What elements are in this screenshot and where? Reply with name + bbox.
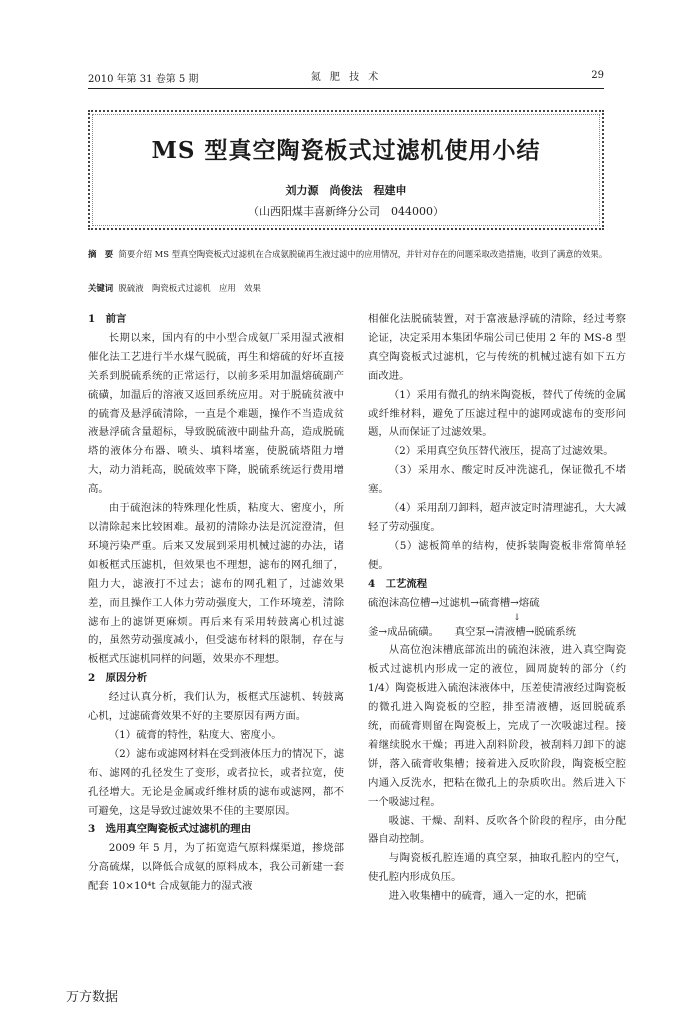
keywords — [88, 282, 616, 294]
header-rule — [88, 88, 604, 89]
keywords-label: 关键词 — [88, 283, 114, 293]
abstract-text: 简要介绍 MS 型真空陶瓷板式过滤机在合成氨脱硫再生液过滤中的应用情况，并针对存在的问题采取改造措施，收到了满意的效果。 — [118, 249, 608, 259]
running-header — [88, 66, 604, 86]
paragraph: （4）采用刮刀卸料，超声波定时清理滤孔，大大减轻了劳动强度。 — [368, 502, 626, 533]
keywords-text: 脱硫液 陶瓷板式过滤机 应用 效果 — [118, 283, 261, 293]
flow-arrow: ↓ — [513, 612, 521, 623]
right-column-part-b — [368, 641, 626, 906]
left-column — [88, 310, 344, 896]
paragraph: 由于硫泡沫的特殊理化性质，粘度大、密度小，所以清除起来比较困难。最初的清除办法是沉淀澄清，但环境污染严重。后来又发展到采用机械过滤的办法，诸如板框式压滤机，但效果也不理想，滤布的网孔细了，阻力大，滤液打不过去；滤布的网孔粗了，过滤效果差，而且操作工人体力劳动强度大，工作环境差，清除滤布上的滤饼更麻烦。再后来有采用转鼓离心机过滤的，虽然劳动强度减小，但受滤布材料的限制，存在与板框式压滤机同样的问题，效果亦不理想。 — [88, 502, 344, 666]
abstract-label: 摘 要 — [88, 249, 114, 259]
paragraph: 相催化法脱硫装置，对于富液悬浮硫的清除，经过考察论证，决定采用本集团华瑞公司已使用 2 年的 MS-8 型真空陶瓷板式过滤机，它与传统的机械过滤有如下五方面改进。 — [368, 313, 626, 382]
flow-line-1: 硫泡沫高位槽→过滤机→硫膏槽→熔硫 — [368, 596, 540, 609]
affiliation: （山西阳煤丰喜新绛分公司 044000） — [248, 205, 444, 218]
section-heading: 4 工艺流程 — [368, 577, 428, 590]
section-heading: 2 原因分析 — [88, 672, 148, 685]
paragraph: 2009 年 5 月，为了拓宽造气原料煤渠道，掺烧部分高硫煤，以降低合成氨的原料成本，我公司新建一套配套 10×10⁴t 合成氨能力的湿式液 — [88, 842, 344, 893]
footer-watermark: 万方数据 — [66, 990, 119, 1005]
right-column — [368, 310, 626, 906]
journal-name: 氮 肥 技 术 — [310, 72, 382, 83]
journal-issue: 2010 年第 31 卷第 5 期 — [88, 74, 199, 85]
page-number: 29 — [591, 70, 604, 81]
right-column-part-a — [368, 310, 626, 594]
paragraph: （2）采用真空负压替代液压，提高了过滤效果。 — [388, 445, 614, 458]
flow-line-2: 釜→成品硫磺。 真空泵→清液槽→脱硫系统 — [368, 625, 576, 638]
paragraph: 经过认真分析，我们认为，板框式压滤机、转鼓离心机，过滤硫膏效果不好的主要原因有两方面。 — [88, 691, 344, 723]
paragraph: 与陶瓷板孔腔连通的真空泵，抽取孔腔内的空气，使孔腔内形成负压。 — [368, 852, 626, 884]
paragraph: （1）硫膏的特性，粘度大、密度小。 — [108, 728, 282, 741]
paragraph: 进入收集槽中的硫膏，通入一定的水，把硫 — [388, 890, 587, 903]
paragraph: 吸滤、干燥、刮料、反吹各个阶段的程序，由分配器自动控制。 — [368, 814, 626, 846]
paragraph: （3）采用水、酸定时反冲洗滤孔，保证微孔不堵塞。 — [368, 464, 626, 496]
section-heading: 1 前言 — [88, 313, 127, 325]
paragraph: （1）采用有微孔的纳米陶瓷板，替代了传统的金属或纤维材料，避免了压滤过程中的滤网或滤布的变形问题，从而保证了过滤效果。 — [368, 388, 626, 439]
paragraph: 长期以来，国内有的中小型合成氨厂采用湿式液相催化法工艺进行半水煤气脱硫，再生和熔硫的好坏直接关系到脱硫系统的正常运行，以前多采用加温熔硫副产硫磺，加温后的溶液又返回系统应用。对于脱硫贫液中的硫膏及悬浮硫清除，一直是个难题，操作不当造成贫液悬浮硫含量超标，导致脱硫液中副盐升高，造成脱硫塔的液体分布器、喷头、填料堵塞，使脱硫塔阻力增大，动力消耗高，脱硫效率下降，脱硫系统运行费用增高。 — [88, 331, 344, 496]
authors: 刘力源 尚俊法 程建申 — [285, 184, 407, 197]
abstract — [88, 247, 616, 262]
paragraph: （5）滤板简单的结构，使拆装陶瓷板非常简单轻便。 — [368, 539, 626, 571]
paragraph: 从高位泡沫槽底部流出的硫泡沫液，进入真空陶瓷板式过滤机内形成一定的液位，圆周旋转的部分（约 1/4）陶瓷板进入硫泡沫液体中，压差使清液经过陶瓷板的微孔进入陶瓷板的空腔，排至清液槽，返回脱硫系统，而硫膏则留在陶瓷板上，完成了一次吸滤过程。接着继续脱水干燥；再进入刮料阶段，被刮料刀卸下的滤饼，落入硫膏收集槽；接着进入反吹阶段，陶瓷板空腔内通入反洗水，把粘在微孔上的杂质吹出。然后进入下一个吸滤过程。 — [368, 644, 626, 808]
article-title: MS 型真空陶瓷板式过滤机使用小结 — [151, 137, 541, 164]
section-heading: 3 选用真空陶瓷板式过滤机的理由 — [88, 823, 252, 836]
paragraph: （2）滤布或滤网材料在受到液体压力的情况下，滤布、滤网的孔径发生了变形，或者拉长，或者拉宽，使孔径增大。无论是金属或纤维材质的滤布或滤网，都不可避免，这是导致过滤效果不佳的主要原因。 — [88, 747, 344, 817]
